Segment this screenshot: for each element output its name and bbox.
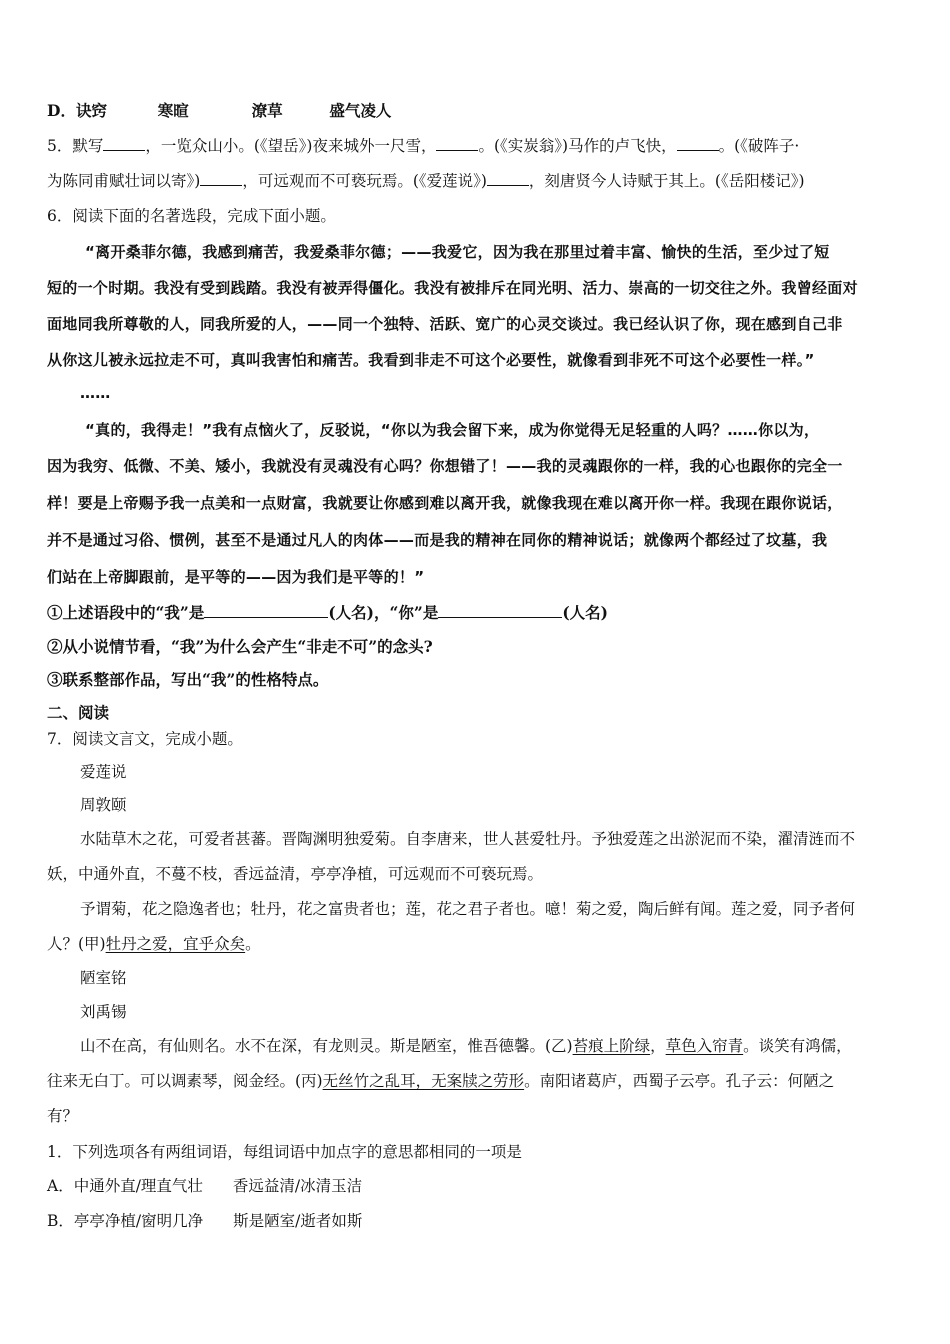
- essay-line: 妖，中通外直，不蔓不枝，香远益清，亭亭净植，可远观而不可亵玩焉。: [47, 865, 544, 883]
- q5-text: ，刻唐贤今人诗赋于其上。(《岳阳楼记》): [528, 172, 805, 190]
- q7-option-b: [47, 1211, 907, 1231]
- passage-line: “离开桑菲尔德，我感到痛苦，我爱桑菲尔德；——我爱它，因为我在那里过着丰富、愉快的生活，至少过了短: [85, 243, 830, 261]
- q4-option-d: [47, 101, 907, 121]
- essay-text: 。南阳诸葛庐，西蜀子云亭。孔子云：何陋之: [524, 1072, 835, 1090]
- essay-text: 。谈笑有鸿儒，: [743, 1037, 852, 1055]
- sub-question-text: ①上述语段中的“我”是: [47, 603, 205, 622]
- q7-title: 7．阅读文言文，完成小题。: [47, 730, 243, 748]
- q5-line-2: [47, 171, 907, 191]
- option-text: B．亭亭净植/窗明几净: [47, 1212, 204, 1230]
- q5-text: 为陈同甫赋壮词以寄》): [47, 172, 201, 190]
- essay-line: 有？: [47, 1107, 79, 1125]
- q5-text: 。(《破阵子·: [718, 137, 800, 155]
- essay-author-1: 周敦颐: [80, 796, 127, 814]
- underlined-sentence-yi-2: 草色入帘青: [665, 1037, 744, 1055]
- underlined-sentence-yi-1: 苔痕上阶绿: [572, 1037, 651, 1055]
- essay-line: [47, 934, 907, 954]
- passage-line: 样！要是上帝赐予我一点美和一点财富，我就要让你感到难以离开我，就像我现在难以离开你一样。我现在跟你说话，: [47, 494, 843, 512]
- answer-blank[interactable]: [436, 136, 478, 151]
- essay-line: 水陆草木之花，可爱者甚蕃。晋陶渊明独爱菊。自李唐来，世人甚爱牡丹。予独爱莲之出淤泥而不染，濯清涟而不: [80, 830, 856, 848]
- essay-text: ，: [650, 1037, 666, 1055]
- q6-sub-3: ③联系整部作品，写出“我”的性格特点。: [47, 670, 329, 689]
- q5-text: 。(《实炭翁》)马作的卢飞快，: [478, 137, 677, 155]
- option-text: 斯是陋室/逝者如斯: [233, 1212, 363, 1230]
- essay-text: 。: [245, 935, 261, 953]
- passage-line: “真的，我得走！”我有点恼火了，反驳说，“你以为我会留下来，成为你觉得无足轻重的人吗？……你以为，: [85, 421, 820, 439]
- underlined-sentence-jia: 牡丹之爱，宜乎众矣: [105, 935, 246, 953]
- essay-title-2: 陋室铭: [80, 969, 127, 987]
- option-text: 香远益清/冰清玉洁: [232, 1177, 363, 1195]
- essay-text: 往来无白丁。可以调素琴，阅金经。(丙): [47, 1072, 323, 1090]
- essay-author-2: 刘禹锡: [80, 1003, 127, 1021]
- sub-question-text: (人名): [562, 603, 609, 622]
- option-text: A．中通外直/理直气壮: [47, 1177, 203, 1195]
- answer-blank[interactable]: [677, 136, 719, 151]
- essay-title-1: 爱莲说: [80, 763, 127, 781]
- answer-blank[interactable]: [204, 603, 328, 618]
- q7-sub-1: 1．下列选项各有两组词语，每组词语中加点字的意思都相同的一项是: [47, 1143, 522, 1161]
- passage-line: 面地同我所尊敬的人，同我所爱的人，——同一个独特、活跃、宽广的心灵交谈过。我已经认识了你，现在感到自己非: [47, 315, 843, 333]
- q6-sub-2: ②从小说情节看，“我”为什么会产生“非走不可”的念头?: [47, 637, 433, 656]
- q5-line-1: [47, 136, 907, 156]
- sub-question-text: (人名)，“你”是: [328, 603, 439, 622]
- answer-blank[interactable]: [487, 171, 529, 186]
- passage-line: 从你这儿被永远拉走不可，真叫我害怕和痛苦。我看到非走不可这个必要性，就像看到非死不可这个必要性一样。”: [47, 351, 815, 369]
- option-d-word-4: 盛气凌人: [329, 101, 392, 120]
- passage-line: 并不是通过习俗、惯例，甚至不是通过凡人的肉体——而是我的精神在同你的精神说话；就像两个都经过了坟墓，我: [47, 531, 828, 549]
- underlined-sentence-bing: 无丝竹之乱耳，无案牍之劳形: [322, 1072, 525, 1090]
- q5-text: 5．默写: [47, 137, 104, 155]
- essay-text: 山不在高，有仙则名。水不在深，有龙则灵。斯是陋室，惟吾德馨。(乙): [80, 1037, 573, 1055]
- q6-sub-1: [47, 603, 907, 623]
- answer-blank[interactable]: [200, 171, 242, 186]
- q5-text: ，一览众山小。(《望岳》)夜来城外一尺雪，: [145, 137, 437, 155]
- option-d-word-3: 潦草: [251, 101, 283, 120]
- q7-option-a: [47, 1176, 907, 1196]
- essay-text: 人？(甲): [47, 935, 106, 953]
- q6-title: 6．阅读下面的名著选段，完成下面小题。: [47, 207, 336, 225]
- option-d-word-2: 寒暄: [157, 101, 189, 120]
- q5-text: ，可远观而不可亵玩焉。(《爱莲说》): [242, 172, 487, 190]
- passage-line: 短的一个时期。我没有受到践踏。我没有被弄得僵化。我没有被排斥在同光明、活力、崇高的一切交往之外。我曾经面对: [47, 279, 858, 297]
- answer-blank[interactable]: [438, 603, 562, 618]
- passage-ellipsis: ……: [80, 384, 111, 402]
- essay-line: [80, 1036, 940, 1056]
- section-heading: 二、阅读: [47, 703, 110, 722]
- passage-line: 们站在上帝脚跟前，是平等的——因为我们是平等的！”: [47, 568, 425, 586]
- option-d-word-1: D．诀窍: [47, 101, 107, 120]
- essay-line: 予谓菊，花之隐逸者也；牡丹，花之富贵者也；莲，花之君子者也。噫！菊之爱，陶后鲜有闻。莲之爱，同予者何: [80, 900, 856, 918]
- passage-line: 因为我穷、低微、不美、矮小，我就没有灵魂没有心吗？你想错了！——我的灵魂跟你的一样，我的心也跟你的完全一: [47, 457, 843, 475]
- essay-line: [47, 1071, 907, 1091]
- answer-blank[interactable]: [103, 136, 145, 151]
